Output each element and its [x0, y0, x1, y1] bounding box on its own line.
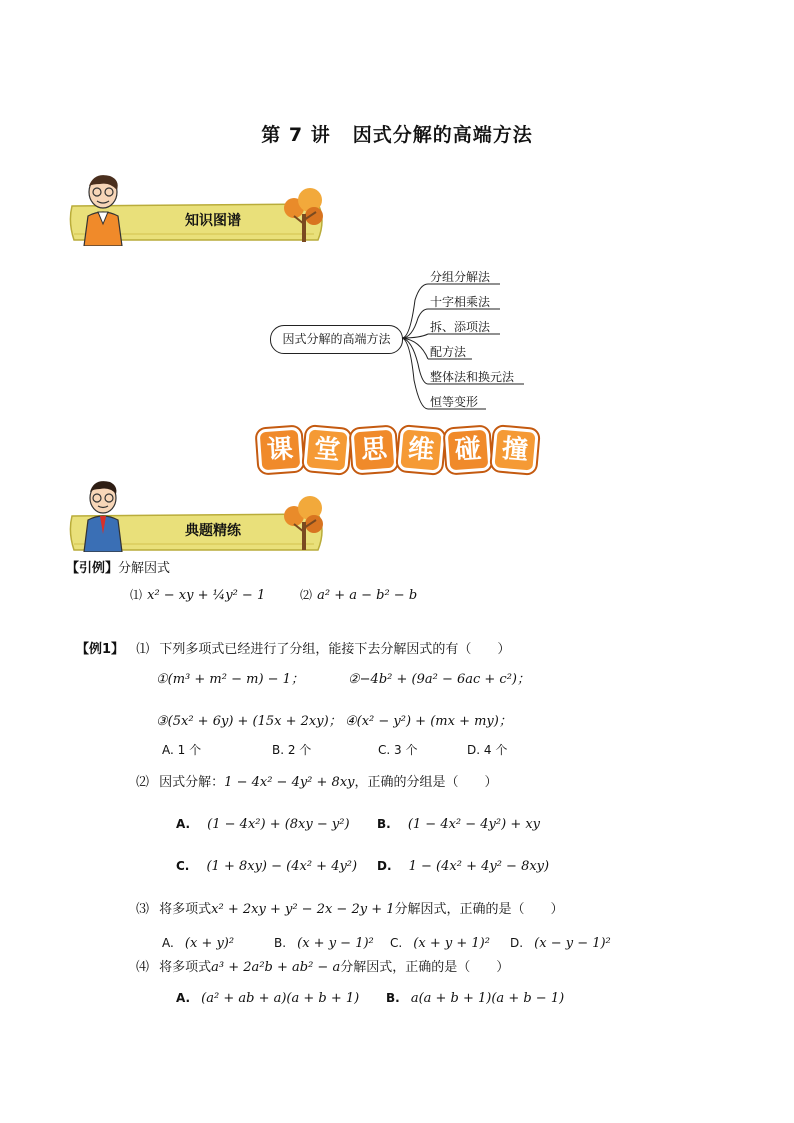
section-title-char: 撞	[491, 426, 539, 474]
section-title-char: 维	[397, 426, 445, 474]
section-title-char: 思	[351, 427, 398, 474]
choice-letter: A.	[162, 936, 174, 950]
choice-letter: B.	[377, 817, 391, 831]
choice-expression: (x + y + 1)²	[413, 936, 490, 951]
group-item: ④(x² − y²) + (mx + my)；	[345, 714, 512, 729]
choice-expression: 1 − (4x² + 4y² − 8xy)	[408, 859, 550, 874]
question-text: 分解因式，正确的是（ ）	[394, 902, 564, 917]
mindmap-connectors	[0, 0, 794, 430]
question-number: ⑷	[136, 960, 150, 975]
choice-expression: (x + y − 1)²	[297, 936, 374, 951]
question-text: 因式分解：	[159, 775, 225, 790]
choice-d: D. 4 个	[467, 743, 508, 757]
choice-d	[510, 932, 611, 951]
intro-expression: a² + a − b² − b	[317, 588, 418, 603]
choice-letter: C.	[176, 859, 190, 873]
question-text: ，正确的分组是（ ）	[354, 775, 498, 790]
choice-expression: (x + y)²	[184, 936, 235, 951]
choice-expression: (a² + ab + a)(a + b + 1)	[201, 991, 360, 1006]
mindmap-item: 十字相乘法	[430, 295, 491, 309]
choice-letter: B.	[274, 936, 287, 950]
choice-a: A. 1 个	[162, 743, 202, 757]
section-title-char: 碰	[445, 427, 492, 474]
question-text: 将多项式	[159, 902, 212, 917]
choice-c	[176, 855, 357, 874]
example1-label: 【例1】	[76, 642, 125, 657]
choice-expression: a(a + b + 1)(a + b − 1)	[410, 991, 565, 1006]
question-text: 分解因式，正确的是（ ）	[340, 960, 510, 975]
example1-heading	[76, 638, 510, 657]
knowledge-banner-label: 知识图谱	[185, 213, 241, 229]
question-number: ⑵	[136, 775, 150, 790]
intro-text: 分解因式	[118, 561, 171, 576]
mindmap-center-node: 因式分解的高端方法	[270, 325, 403, 354]
choice-expression: (1 − 4x² − 4y²) + xy	[407, 817, 541, 832]
section-title-char: 堂	[303, 426, 351, 474]
section-title-char: 课	[257, 427, 304, 474]
choice-b	[274, 932, 374, 951]
choice-expression: (1 + 8xy) − (4x² + 4y²)	[206, 859, 358, 874]
question-expression: a³ + 2a²b + ab² − a	[211, 960, 341, 975]
mindmap-item: 拆、添项法	[430, 320, 491, 334]
choice-b	[386, 987, 564, 1006]
autumn-tree-icon	[280, 494, 328, 552]
group-item: ①(m³ + m² − m) − 1；	[156, 672, 304, 687]
question-number: ⑶	[136, 902, 150, 917]
lecture-topic: 因式分解的高端方法	[352, 124, 533, 146]
choice-letter: D.	[510, 936, 524, 950]
choice-expression: (x − y − 1)²	[534, 936, 611, 951]
choice-expression: (1 − 4x²) + (8xy − y²)	[207, 817, 350, 832]
question-text: 将多项式	[159, 960, 212, 975]
mindmap-item: 恒等变形	[430, 395, 479, 409]
choice-letter: A.	[176, 991, 191, 1005]
question-3	[136, 898, 564, 917]
question-expression: x² + 2xy + y² − 2x − 2y + 1	[211, 902, 395, 917]
teacher-figure-icon	[80, 478, 126, 552]
mindmap-item: 配方法	[430, 345, 467, 359]
mindmap-item: 分组分解法	[430, 270, 491, 284]
choice-letter: A.	[176, 817, 191, 831]
examples-banner-label: 典题精练	[185, 523, 241, 539]
choice-c: C. 3 个	[378, 743, 418, 757]
question-number: ⑴	[130, 588, 143, 602]
choice-letter: C.	[390, 936, 403, 950]
section-title-classroom	[258, 428, 540, 472]
question-text: 下列多项式已经进行了分组，能接下去分解因式的有（ ）	[159, 642, 511, 657]
choice-d	[377, 855, 549, 874]
choice-b	[377, 813, 540, 832]
question-number: ⑴	[136, 642, 150, 657]
intro-heading	[66, 557, 170, 576]
question-number: ⑵	[300, 588, 313, 602]
intro-question-2	[300, 584, 417, 603]
mindmap-item: 整体法和换元法	[430, 370, 515, 384]
intro-label: 【引例】	[66, 561, 119, 576]
group-item: ③(5x² + 6y) + (15x + 2xy)；	[156, 714, 342, 729]
choice-a	[162, 932, 234, 951]
choice-b: B. 2 个	[272, 743, 312, 757]
question-expression: 1 − 4x² − 4y² + 8xy	[224, 775, 355, 790]
group-item: ②−4b² + (9a² − 6ac + c²)；	[348, 672, 530, 687]
choice-letter: D.	[377, 859, 392, 873]
question-2	[136, 771, 498, 790]
choice-a	[176, 987, 359, 1006]
intro-question-1	[130, 584, 265, 603]
choice-a	[176, 813, 350, 832]
intro-expression: x² − xy + ¼y² − 1	[147, 588, 266, 603]
choice-letter: B.	[386, 991, 400, 1005]
choice-c	[390, 932, 490, 951]
question-4	[136, 956, 509, 975]
lecture-number: 第 7 讲	[261, 124, 331, 146]
